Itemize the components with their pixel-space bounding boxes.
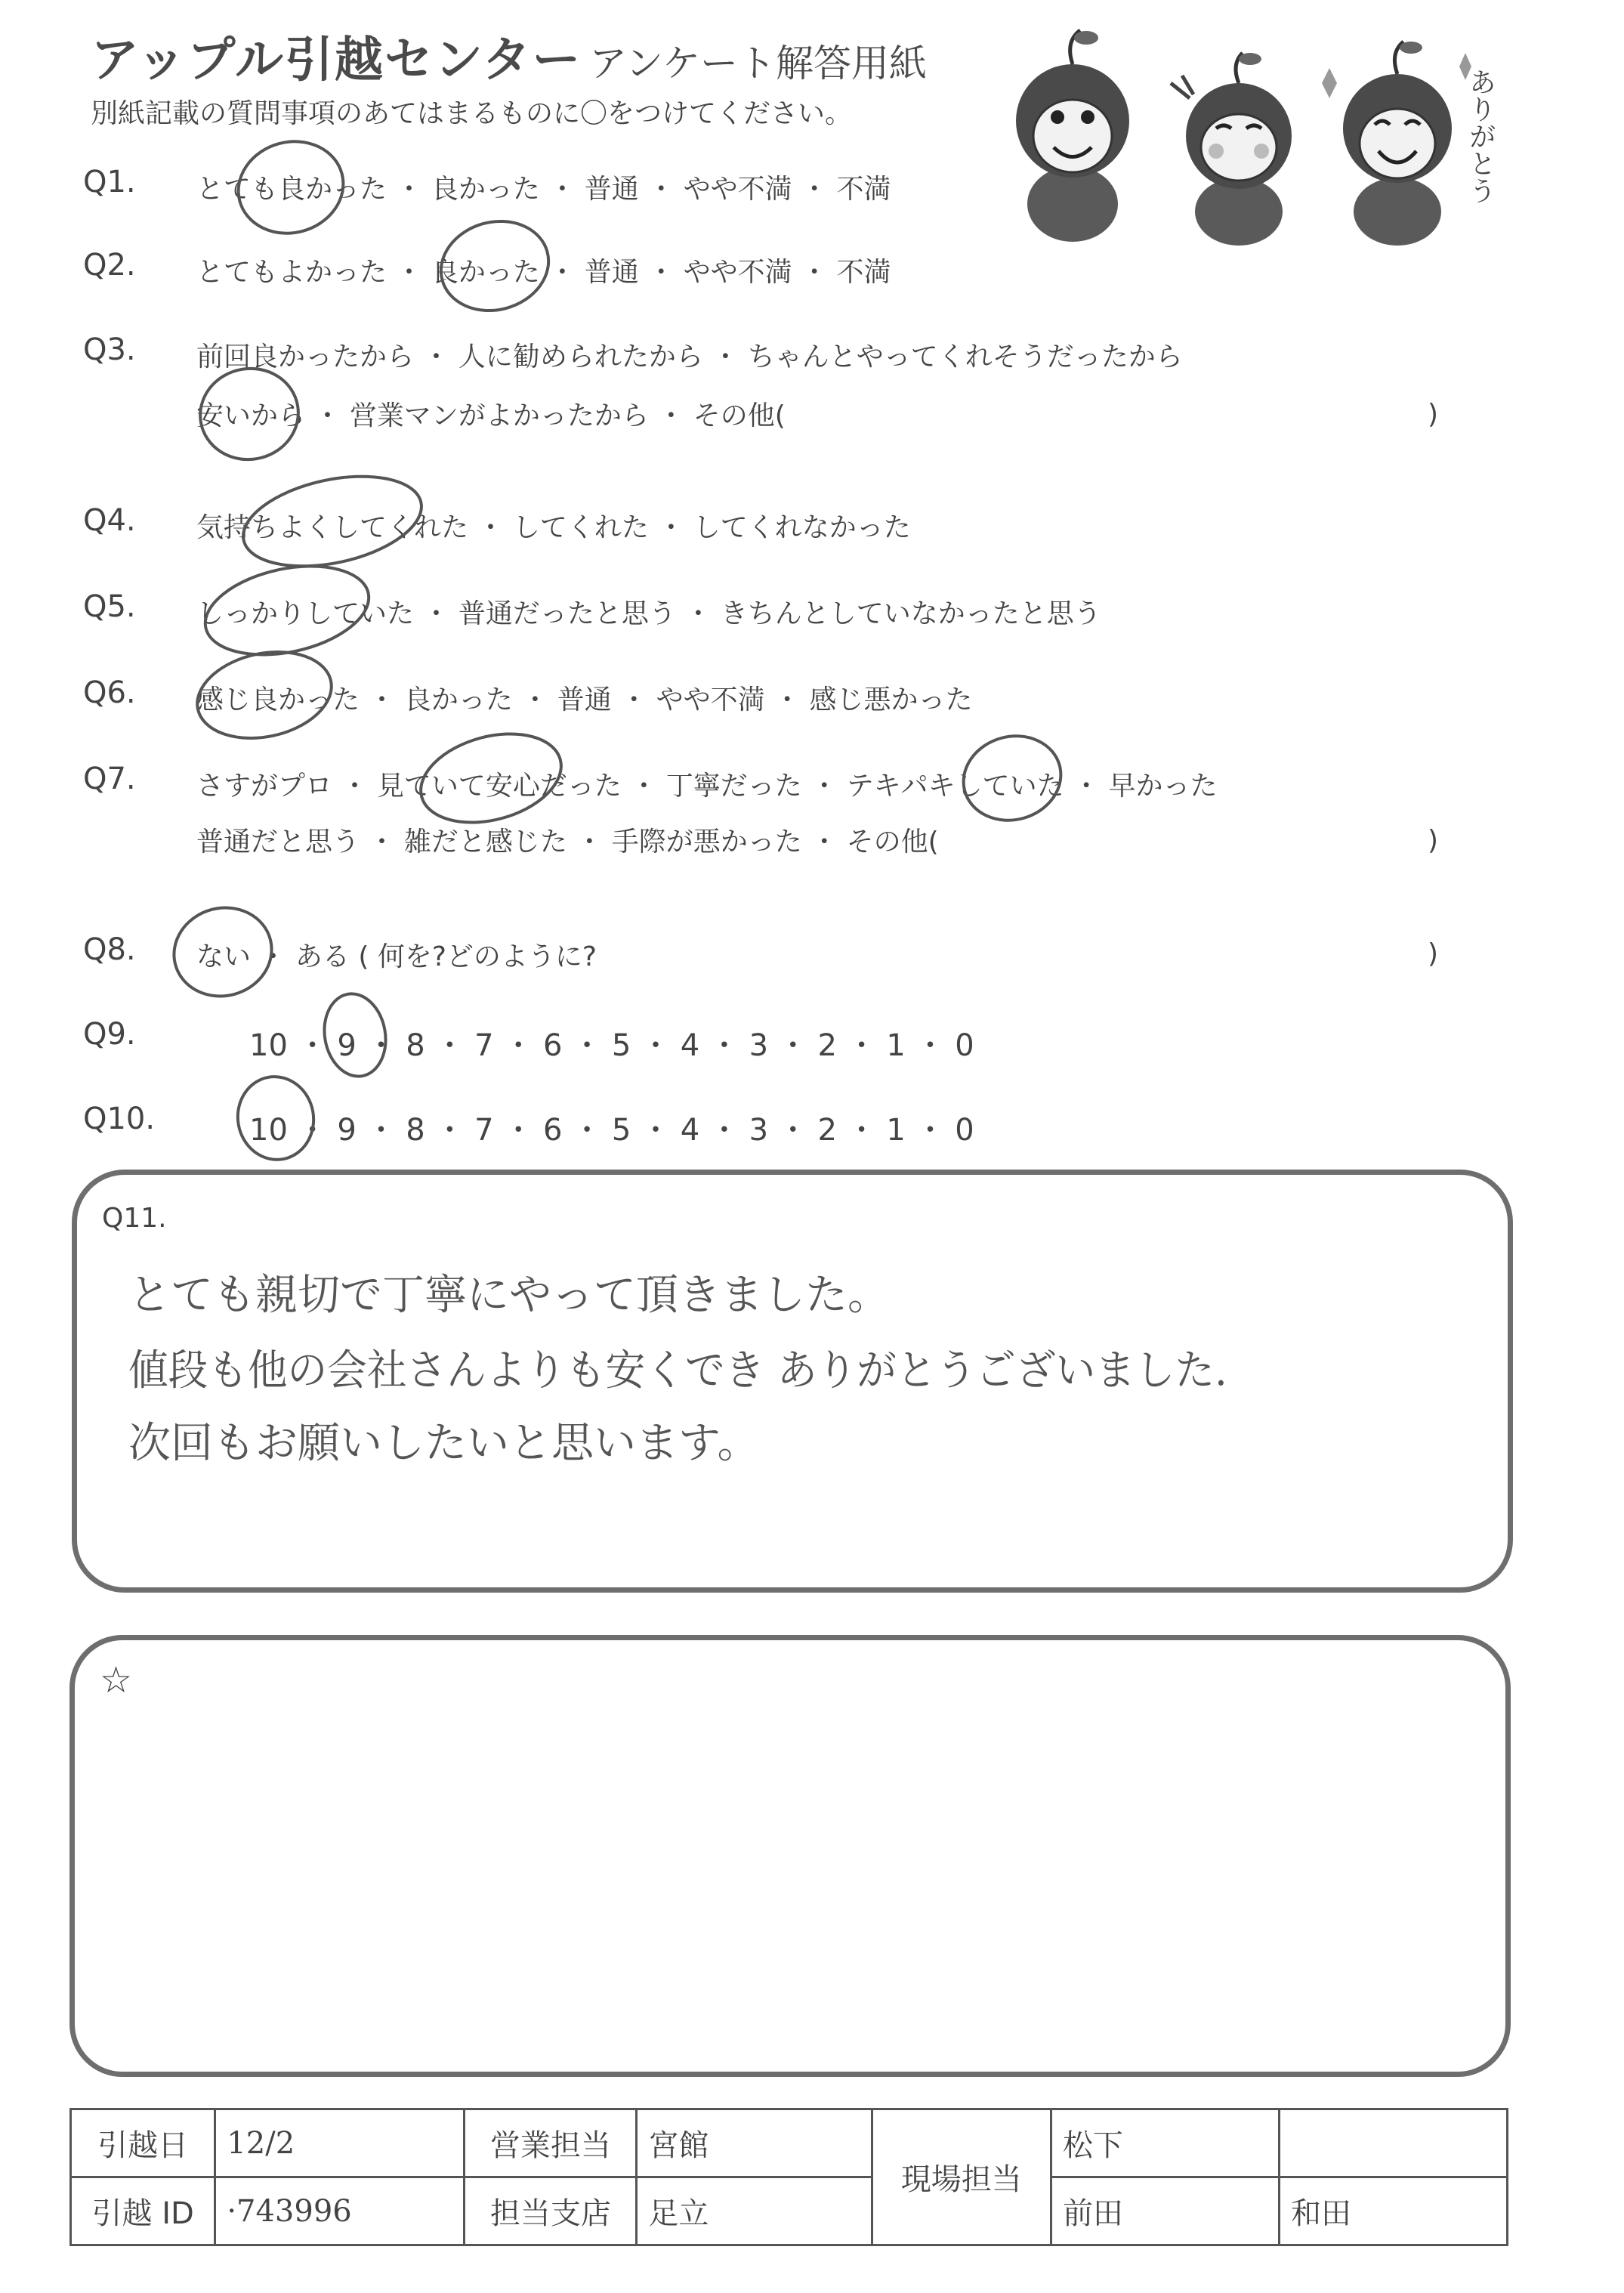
sales-value: 宮館 <box>637 2109 872 2177</box>
q7-paren-close: ) <box>1428 825 1439 856</box>
q7-label: Q7. <box>83 762 136 796</box>
q11-answer-line1: とても親切で丁寧にやって頂きました。 <box>128 1271 890 1320</box>
q7-options-line2: 普通だと思う ・ 雑だと感じた ・ 手際が悪かった ・ その他( <box>196 827 939 858</box>
move-date-label: 引越日 <box>71 2109 215 2177</box>
site-staff-1: 松下 <box>1051 2109 1279 2177</box>
branch-value: 足立 <box>637 2177 872 2245</box>
q4-options: 気持ちよくしてくれた ・ してくれた ・ してくれなかった <box>196 512 911 543</box>
q11-answer-line2: 値段も他の会社さんよりも安くでき ありがとうございました. <box>128 1346 1227 1395</box>
move-id-label: 引越 ID <box>71 2177 215 2245</box>
q5-label: Q5. <box>83 589 136 624</box>
mascot-left-icon <box>1016 30 1129 242</box>
site-label: 現場担当 <box>872 2109 1051 2245</box>
move-id-value: ·743996 <box>215 2177 465 2245</box>
q3-paren-close: ) <box>1428 399 1439 430</box>
mascot-middle-icon <box>1171 53 1292 246</box>
q1-options: とても良かった ・ 良かった ・ 普通 ・ やや不満 ・ 不満 <box>196 174 891 205</box>
q3-label: Q3. <box>83 332 136 367</box>
sales-label: 営業担当 <box>465 2109 637 2177</box>
q8-options: ない ・ ある ( 何を?どのように? <box>196 941 597 972</box>
q11-answer-line3: 次回もお願いしたいと思います。 <box>128 1419 760 1468</box>
site-staff-2: 前田 <box>1051 2177 1279 2245</box>
q9-scale: 10 ・ 9 ・ 8 ・ 7 ・ 6 ・ 5 ・ 4 ・ 3 ・ 2 ・ 1 ・ 0 <box>249 1028 974 1063</box>
move-date-value: 12/2 <box>215 2109 465 2177</box>
q3-options-line1: 前回良かったから ・ 人に勧められたから ・ ちゃんとやってくれそうだったから <box>196 341 1183 372</box>
mascot-right-icon <box>1322 42 1471 246</box>
q10-label: Q10. <box>83 1102 156 1136</box>
mascot-text: ありがとう <box>1465 68 1496 204</box>
q4-label: Q4. <box>83 503 136 538</box>
instruction-text: 別紙記載の質問事項のあてはまるものに〇をつけてください。 <box>91 98 853 129</box>
q9-label: Q9. <box>83 1017 136 1052</box>
q1-label: Q1. <box>83 165 136 199</box>
q10-scale: 10 ・ 9 ・ 8 ・ 7 ・ 6 ・ 5 ・ 4 ・ 3 ・ 2 ・ 1 ・ 0 <box>249 1113 974 1148</box>
star-label: ☆ <box>100 1659 133 1701</box>
brand-title: アップル引越センター <box>91 32 582 88</box>
site-staff-3: 和田 <box>1279 2177 1507 2245</box>
q5-options: しっかりしていた ・ 普通だったと思う ・ きちんとしていなかったと思う <box>196 598 1101 629</box>
mascot-illustration <box>990 23 1503 249</box>
q2-options: とてもよかった ・ 良かった ・ 普通 ・ やや不満 ・ 不満 <box>196 257 891 288</box>
q11-label: Q11. <box>102 1203 167 1234</box>
q6-label: Q6. <box>83 675 136 710</box>
q3-options-line2: 安いから ・ 営業マンがよかったから ・ その他( <box>196 400 786 431</box>
site-staff-empty <box>1279 2109 1507 2177</box>
branch-label: 担当支店 <box>465 2177 637 2245</box>
q8-paren-close: ) <box>1428 938 1439 969</box>
q8-label: Q8. <box>83 932 136 967</box>
form-subtitle: アンケート解答用紙 <box>589 42 927 85</box>
q6-options: 感じ良かった ・ 良かった ・ 普通 ・ やや不満 ・ 感じ悪かった <box>196 685 973 715</box>
q2-label: Q2. <box>83 248 136 283</box>
star-comment-box <box>69 1635 1511 2077</box>
footer-info-table <box>69 2108 1508 2246</box>
q7-options-line1: さすがプロ ・ 見ていて安心だった ・ 丁寧だった ・ テキパキしていた ・ 早かった <box>196 771 1218 802</box>
